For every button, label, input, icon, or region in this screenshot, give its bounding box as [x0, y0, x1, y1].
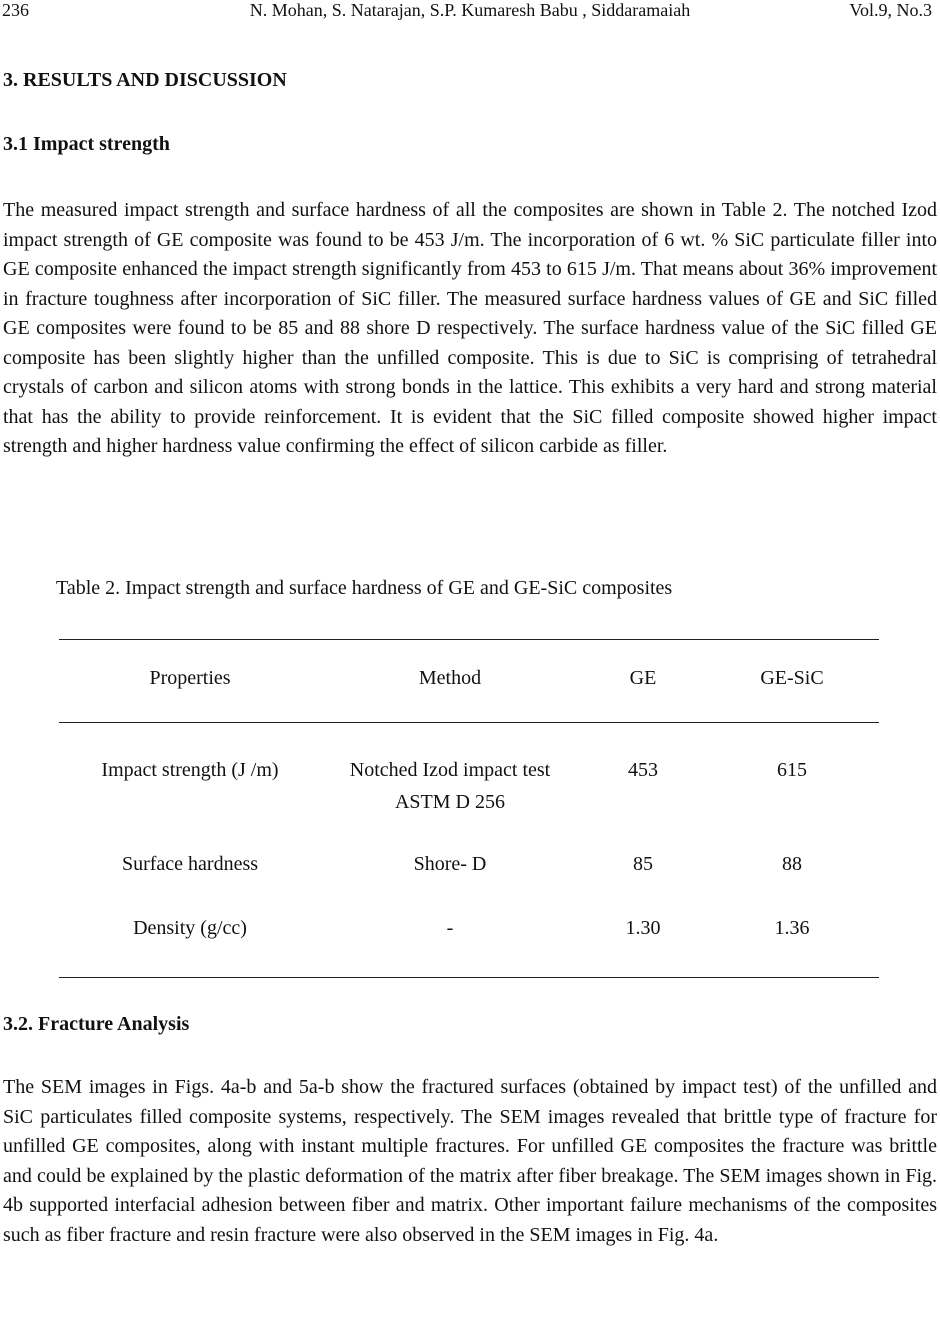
table-cell-ge: 85 [633, 853, 653, 875]
table-header-method: Method [418, 667, 482, 689]
table-cell-ge-sic: 615 [777, 759, 807, 781]
paragraph-impact-strength: The measured impact strength and surface hardness of all the composites are shown in Table 2. The notched Izod impact strength of GE composite was found to be 453 J/m. The incorporation of 6 wt. % SiC particulate filler into GE composite enhanced the impact strength significantly from 453 to 615 J/m. That means about 36% improvement in fracture toughness after incorporation of SiC filler. The measured surface hardness values of GE and SiC filled GE composites were found to be 85 and 88 shore D respectively. The surface hardness value of the SiC filled GE composite has been slightly higher than the unfilled composite. This is due to SiC is comprising of tetrahedral crystals of carbon and silicon atoms with strong bonds in the lattice. This exhibits a very hard and strong material that has the ability to provide reinforcement. It is evident that the SiC filled composite showed higher impact strength and higher hardness value confirming the effect of silicon carbide as filler. [3, 199, 937, 457]
table-cell-property: Surface hardness [121, 853, 259, 875]
page-header [0, 0, 940, 26]
page-number: 236 [2, 0, 29, 20]
table-cell-property: Density (g/cc) [133, 917, 247, 939]
table-header-ge: GE [629, 667, 657, 689]
table-cell-ge-sic: 88 [782, 853, 802, 875]
table-cell-ge: 453 [628, 759, 658, 781]
section-title: 3. RESULTS AND DISCUSSION [3, 69, 287, 91]
table-header-properties: Properties [149, 667, 231, 689]
running-authors: N. Mohan, S. Natarajan, S.P. Kumaresh Babu , Siddaramaiah [249, 0, 691, 20]
table-bottom-rule [59, 977, 879, 978]
table-cell-ge: 1.30 [625, 917, 661, 939]
table-cell-method: Notched Izod impact test ASTM D 256 [349, 759, 551, 813]
table-header-ge-sic: GE-SiC [760, 667, 824, 689]
table-cell-ge-sic: 1.36 [774, 917, 810, 939]
table-cell-method: Shore- D [413, 853, 487, 875]
table-top-rule [59, 639, 879, 640]
table-caption: Table 2. Impact strength and surface hardness of GE and GE-SiC composites [56, 577, 673, 599]
journal-volume: Vol.9, No.3 [849, 0, 932, 20]
table-header-rule [59, 722, 879, 723]
subsection-title-impact-strength: 3.1 Impact strength [3, 133, 170, 155]
table-cell-method: - [446, 917, 454, 939]
table-cell-property: Impact strength (J /m) [101, 759, 279, 781]
subsection-title-fracture-analysis: 3.2. Fracture Analysis [3, 1013, 190, 1035]
paragraph-fracture-analysis: The SEM images in Figs. 4a-b and 5a-b show the fractured surfaces (obtained by impact test) of the unfilled and SiC particulates filled composite systems, respectively. The SEM images revealed that brittle type of fracture for unfilled GE composites, along with instant multiple fractures. For unfilled GE composites the fracture was brittle and could be explained by the plastic deformation of the matrix after fiber breakage. The SEM images shown in Fig. 4b supported interfacial adhesion between fiber and matrix. Other important failure mechanisms of the composites such as fiber fracture and resin fracture were also observed in the SEM images in Fig. 4a. [3, 1076, 937, 1246]
